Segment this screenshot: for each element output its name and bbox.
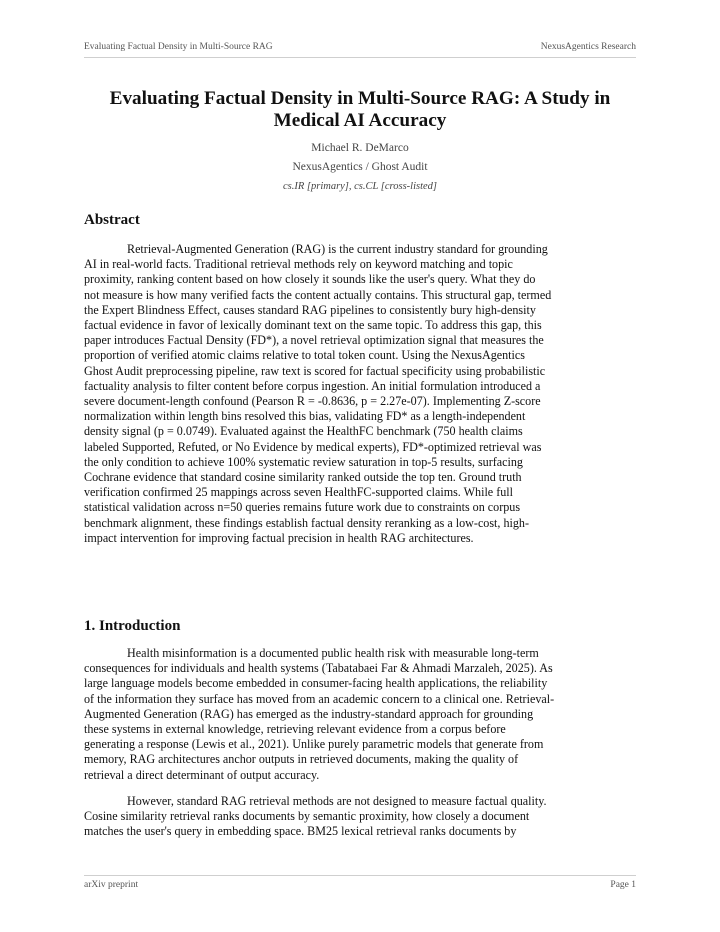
text-line: statistical validation across n=50 queries remains future work due to constraints on corpus [84,500,521,515]
text-line: Augmented Generation (RAG) has emerged as the industry-standard approach for grounding [84,706,534,721]
title-line: Evaluating Factual Density in Multi-Source RAG: A Study in [109,88,611,109]
text-line: normalization within length bins resolved this bias, validating FD* as a length-independent [84,409,526,424]
text-line: Ghost Audit preprocessing pipeline, raw text is scored for factual specificity using probabilistic [84,363,546,378]
text-line: density signal (p = 0.0749). Evaluated against the HealthFC benchmark (750 health claims [84,424,523,439]
text-line: proximity, ranking content based on how closely it sounds like the user's query. What they do [84,272,536,287]
text-line: However, standard RAG retrieval methods are not designed to measure factual quality. [127,794,547,808]
text-line: benchmark alignment, these findings establish factual density reranking as a low-cost, high- [84,515,529,530]
text-line: factuality analysis to filter content before corpus ingestion. An initial formulation introduced a [84,378,541,393]
header-rule [84,57,636,58]
abstract-heading: Abstract [84,212,140,228]
footer-venue: arXiv preprint [84,880,139,890]
running-header-title: Evaluating Factual Density in Multi-Source RAG [84,42,273,52]
text-line: Retrieval-Augmented Generation (RAG) is the current industry standard for grounding [127,242,548,256]
title-line: Medical AI Accuracy [273,110,447,131]
running-header [84,42,636,56]
affiliation: NexusAgentics / Ghost Audit [292,161,428,173]
text-line: Cochrane evidence that standard cosine similarity ranked outside the top ten. Ground truth [84,470,522,485]
introduction-heading: 1. Introduction [84,618,181,634]
paper-title [84,88,636,132]
text-line: verification confirmed 25 mappings across seven HealthFC-supported claims. While full [84,485,513,500]
text-line: paper introduces Factual Density (FD*), a novel retrieval optimization signal that measures the [84,333,544,348]
text-line: generating a response (Lewis et al., 2021). Unlike purely parametric models that generate from [84,737,544,752]
text-line: retrieval a direct determinant of output accuracy. [84,767,320,782]
text-line: large language models become embedded in consumer-facing health applications, the reliability [84,676,548,691]
introduction-paragraph-1 [84,646,636,783]
text-line: not measure is how many verified facts the content actually contains. This structural gap, termed [84,287,552,302]
text-line: proportion of verified atomic claims relative to total token count. Using the NexusAgentics [84,348,525,363]
text-line: of the information they surface has moved from an academic concern to a clinical one. Retrieval- [84,691,555,706]
text-line: severe document-length confound (Pearson R = -0.8636, p = 2.27e-07). Implementing Z-score [84,394,541,409]
abstract-body [84,242,636,546]
text-line: impact intervention for improving factual precision in health RAG architectures. [84,530,474,545]
text-line: the Expert Blindness Effect, causes standard RAG pipelines to consistently bury high-density [84,302,536,317]
paper-meta [84,139,636,196]
text-line: factual evidence in favor of lexically dominant text on the same topic. To address this gap, this [84,318,542,333]
text-line: AI in real-world facts. Traditional retrieval methods rely on keyword matching and topic [84,257,513,272]
categories: cs.IR [primary], cs.CL [cross-listed] [282,181,437,192]
text-line: Cosine similarity retrieval ranks documents by semantic proximity, how closely a document [84,809,530,824]
text-line: labeled Supported, Refuted, or No Evidence by medical experts), FD*-optimized retrieval was [84,439,542,454]
text-line: consequences for individuals and health systems (Tabatabaei Far & Ahmadi Marzaleh, 2025). As [84,661,553,676]
text-line: matches the user's query in embedding space. BM25 lexical retrieval ranks documents by [84,824,517,839]
text-line: memory, RAG architectures anchor outputs in retrieved documents, making the quality of [84,752,519,767]
text-line: the only condition to achieve 100% systematic review saturation in top-5 results, surfacing [84,454,523,469]
introduction-paragraph-2 [84,794,636,840]
page-number: Page 1 [610,880,636,890]
running-header-org: NexusAgentics Research [540,42,636,52]
text-line: Health misinformation is a documented public health risk with measurable long-term [127,646,539,660]
author-name: Michael R. DeMarco [311,142,409,154]
text-line: these systems in external knowledge, retrieving relevant evidence from a corpus before [84,722,506,737]
footer-rule [84,875,636,876]
